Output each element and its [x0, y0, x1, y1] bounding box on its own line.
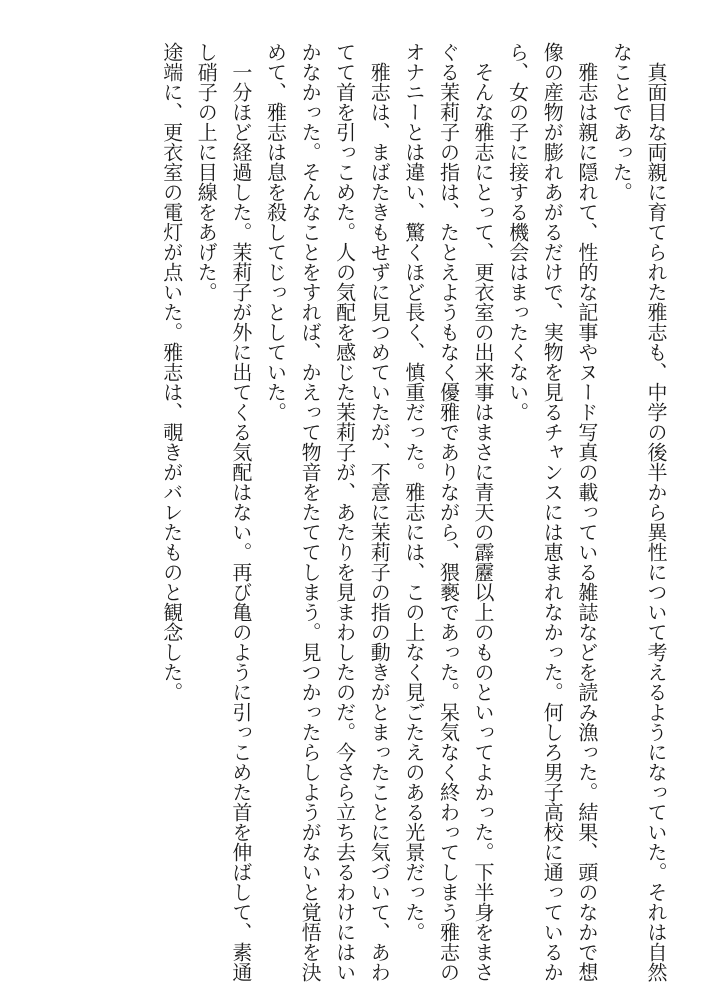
paragraph-3: そんな雅志にとって、更衣室の出来事はまさに青天の霹靂以上のものといってよかった。下半身をまさぐる茉莉子の指は、たとえようもなく優雅でありながら、猥褻であった。呆気なく終わってしまう雅志のオナニーとは違い、驚くほど長く、慎重だった。雅志には、この上なく見ごたえのある光景だった。 [401, 42, 496, 982]
paragraph-1: 真面目な両親に育てられた雅志も、中学の後半から異性について考えるようになっていた。それは自然なことであった。 [609, 42, 668, 982]
paragraph-2: 雅志は親に隠れて、性的な記事やヌード写真の載っている雑誌などを読み漁った。結果、頭のなかで想像の産物が膨れあがるだけで、実物を見るチャンスには恵まれなかった。何しろ男子高校に通っているから、女の子に接する機会はまったくない。 [505, 42, 599, 982]
paragraph-6: 途端に、更衣室の電灯が点いた。雅志は、覗きがバレたものと観念した。 [159, 42, 184, 702]
vertical-text-body [28, 42, 673, 982]
paragraph-4: 雅志は、まばたきもせずに見つめていたが、不意に茉莉子の指の動きがとまったことに気づいて、あわてて首を引っこめた。人の気配を感じた茉莉子が、あたりを見まわしたのだ。今さら立ち去るわけにはいかなかった。そんなことをすれば、かえって物音をたててしまう。見つかったらしようがないと覚悟を決めて、雅志は息を殺してじっとしていた。 [263, 42, 392, 982]
paragraph-5: 一分ほど経過した。茉莉子が外に出てくる気配はない。再び亀のように引っこめた首を伸ばして、素通し硝子の上に目線をあげた。 [194, 42, 253, 982]
